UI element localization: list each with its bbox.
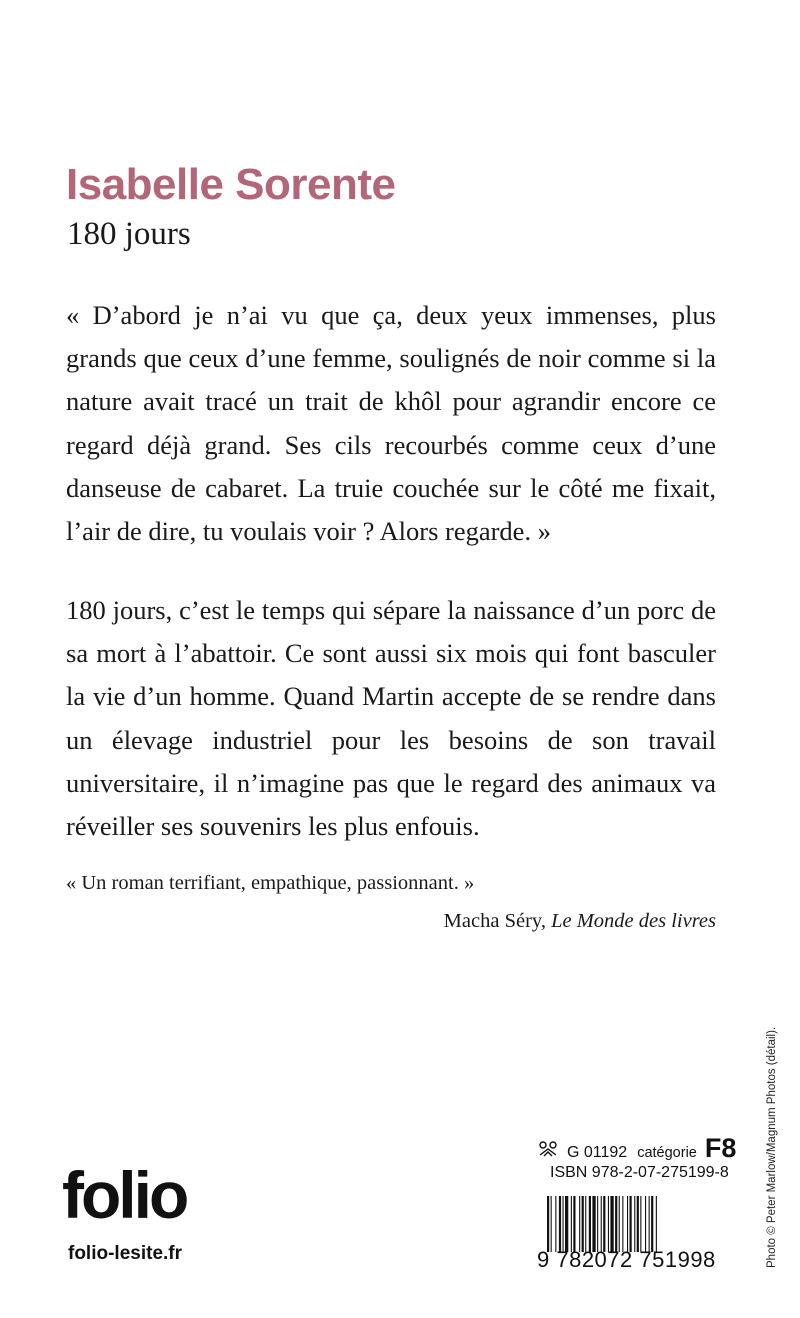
barcode-bar (651, 1196, 653, 1252)
barcode-bar (585, 1196, 586, 1252)
barcode-bar (563, 1196, 564, 1252)
barcode-bar (555, 1196, 556, 1252)
summary-paragraph: 180 jours, c’est le temps qui sépare la naissance d’un porc de sa mort à l’abattoir. Ce sont aussi six mois qui font basculer la vie d’un homme. Quand Martin accepte de se rendre dans un élevage industriel pour les besoins de son travail universitaire, il n’imagine pas que le regard des animaux va réveiller ses souvenirs les plus enfouis. (66, 595, 716, 842)
barcode-digits: 9 782072 751998 (537, 1247, 716, 1272)
catalog-code: G 01192 (567, 1144, 628, 1161)
barcode-bar (603, 1196, 605, 1252)
barcode-bar (627, 1196, 628, 1252)
barcode-bar (551, 1196, 552, 1252)
press-quote: « Un roman terrifiant, empathique, passionnant. » (66, 872, 475, 894)
category-label: catégorie (637, 1145, 697, 1161)
photo-credit: Photo © Peter Marlow/Magnum Photos (détail). (766, 1026, 778, 1268)
barcode-bar (619, 1196, 620, 1252)
barcode-bar (547, 1196, 549, 1252)
folio-mark-icon (537, 1140, 559, 1158)
barcode-bar (610, 1196, 613, 1252)
press-author: Macha Séry, (443, 910, 546, 932)
barcode-bar (637, 1196, 639, 1252)
barcode-bar (589, 1196, 591, 1252)
barcode-bar (592, 1196, 595, 1252)
barcode-bar (622, 1196, 623, 1252)
barcode (547, 1196, 715, 1252)
barcode-bar (634, 1196, 635, 1252)
barcode-bar (559, 1196, 561, 1252)
barcode-bar (649, 1196, 650, 1252)
author-name: Isabelle Sorente (66, 160, 396, 209)
barcode-bar (597, 1196, 598, 1252)
barcode-bar (645, 1196, 646, 1252)
barcode-bar (601, 1196, 602, 1252)
publisher-site: folio-lesite.fr (68, 1243, 183, 1264)
barcode-bar (615, 1196, 617, 1252)
barcode-bar (565, 1196, 568, 1252)
excerpt-paragraph: « D’abord je n’ai vu que ça, deux yeux immenses, plus grands que ceux d’une femme, soulignés de noir comme si la nature avait tracé un trait de khôl pour agrandir encore ce regard déjà grand. Ses cils recourbés comme ceux d’une danseuse de cabaret. La truie couchée sur le côté me fixait, l’air de dire, tu voulais voir ? Alors regarde. » (66, 300, 716, 547)
catalog-codes (537, 1133, 736, 1164)
category-badge: F8 (704, 1133, 737, 1163)
barcode-bar (582, 1196, 584, 1252)
barcode-bar (630, 1196, 632, 1252)
barcode-bar (573, 1196, 575, 1252)
press-source (444, 910, 716, 933)
isbn: ISBN 978-2-07-275199-8 (550, 1164, 729, 1181)
barcode-bar (640, 1196, 641, 1252)
barcode-bar (608, 1196, 609, 1252)
book-title: 180 jours (67, 216, 191, 252)
press-outlet: Le Monde des livres (551, 910, 716, 932)
barcode-bar (656, 1196, 657, 1252)
publisher-logo: folio (62, 1158, 187, 1232)
barcode-bar (571, 1196, 572, 1252)
barcode-bar (579, 1196, 580, 1252)
